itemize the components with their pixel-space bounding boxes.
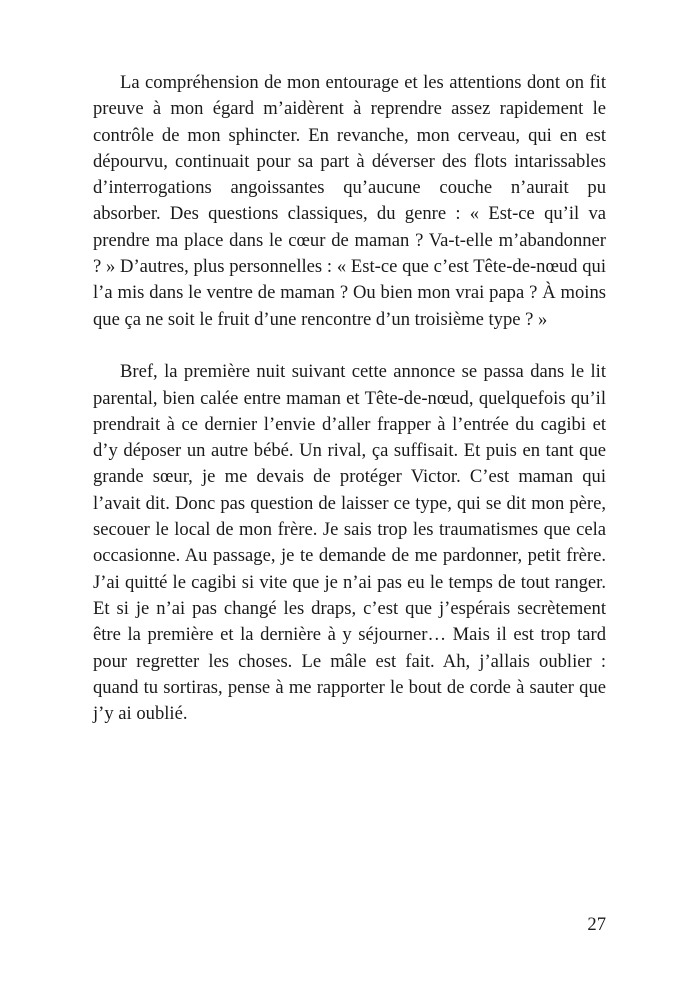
paragraph-1: La compréhension de mon entourage et les attentions dont on fit preuve à mon égard m’aidèrent à reprendre assez rapidement le contrôle de mon sphincter. En revanche, mon cerveau, qui en est dépourvu, continuait pour sa part à déverser des flots intarissables d’interrogations angoissantes qu’aucune couche n’aurait pu absorber. Des questions classiques, du genre : « Est-ce qu’il va prendre ma place dans le cœur de maman ? Va-t-elle m’abandonner ? » D’autres, plus personnelles : « Est-ce que c’est Tête-de-nœud qui l’a mis dans le ventre de maman ? Ou bien mon vrai papa ? À moins que ça ne soit le fruit d’une rencontre d’un troisième type ? » bbox=[93, 72, 606, 330]
page-number: 27 bbox=[587, 914, 606, 935]
body-text bbox=[93, 70, 606, 727]
paragraph-2: Bref, la première nuit suivant cette annonce se passa dans le lit parental, bien calée entre maman et Tête-de-nœud, quelquefois qu’il prendrait à ce dernier l’envie d’aller frapper à l’entrée du cagibi et d’y déposer un autre bébé. Un rival, ça suffisait. Et puis en tant que grande sœur, je me devais de protéger Victor. C’est maman qui l’avait dit. Donc pas question de laisser ce type, qui se dit mon père, secouer le local de mon frère. Je sais trop les traumatismes que cela occasionne. Au passage, je te demande de me pardonner, petit frère. J’ai quitté le cagibi si vite que je n’ai pas eu le temps de tout ranger. Et si je n’ai pas changé les draps, c’est que j’espérais secrètement être la première et la dernière à y séjourner… Mais il est trop tard pour regretter les choses. Le mâle est fait. Ah, j’allais oublier : quand tu sortiras, pense à me rapporter le bout de corde à sauter que j’y ai oublié. bbox=[93, 361, 606, 725]
